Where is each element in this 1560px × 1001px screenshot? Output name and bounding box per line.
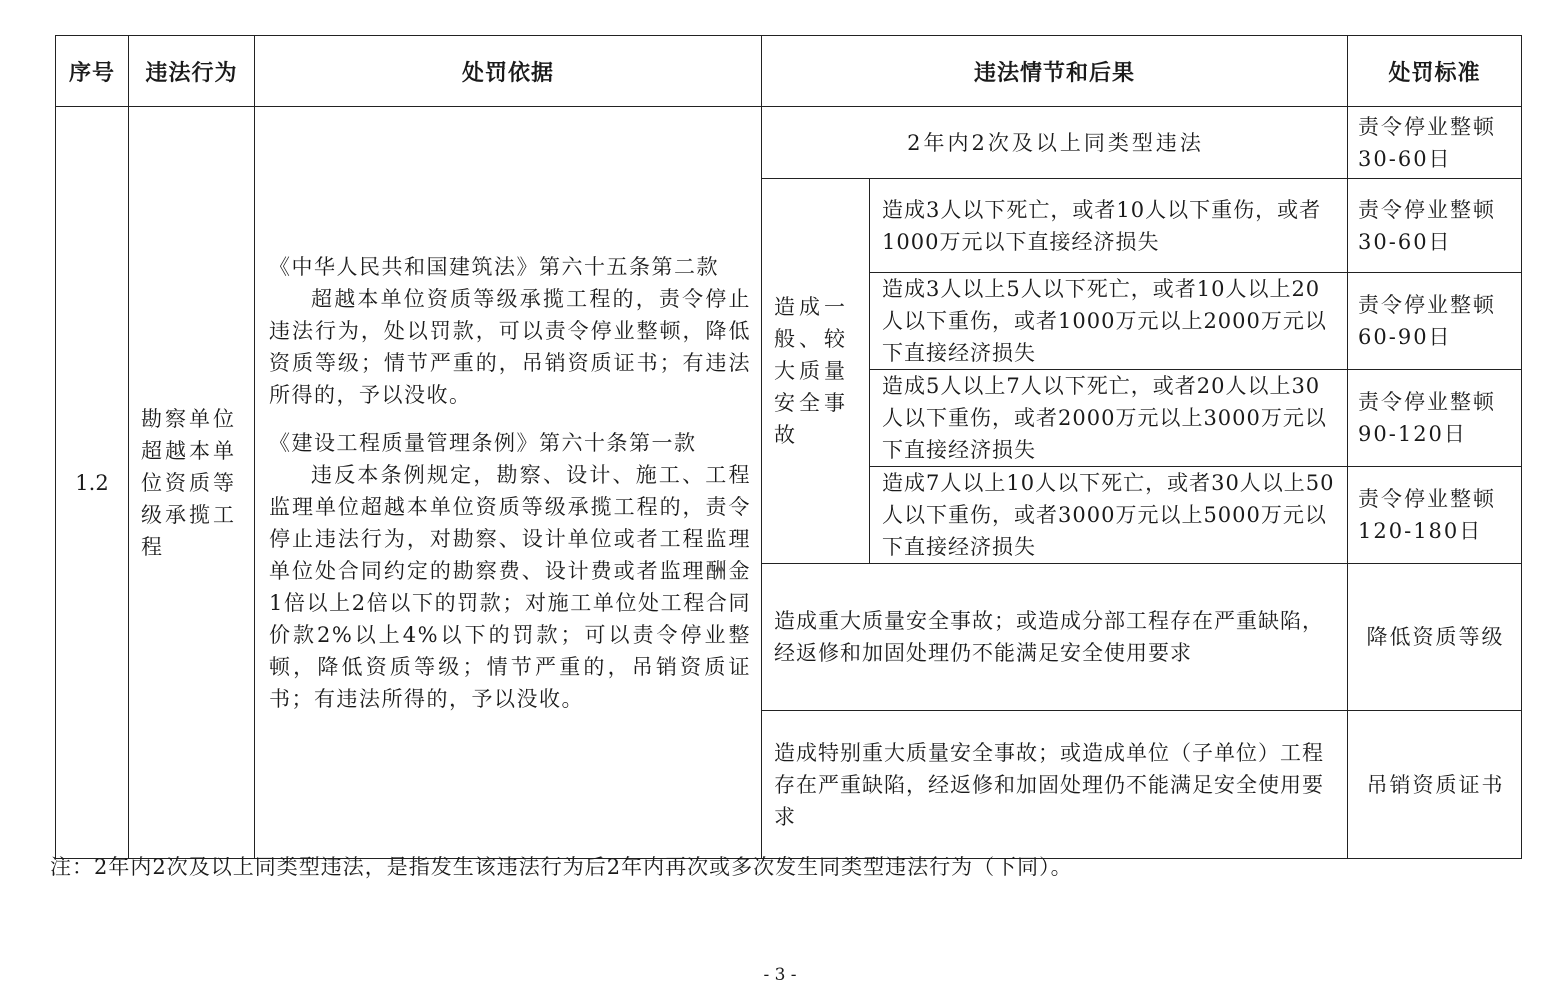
accident-level-4-condition: 造成7人以上10人以下死亡，或者30人以上50人以下重伤，或者3000万元以上5000万元以下直接经济损失	[870, 467, 1348, 564]
header-act: 违法行为	[129, 36, 255, 107]
law2-title: 《建设工程质量管理条例》第六十条第一款	[269, 430, 697, 455]
accident-group-label: 造成一般、较大质量安全事故	[762, 179, 870, 564]
violation-act: 勘察单位超越本单位资质等级承揽工程	[129, 107, 255, 859]
accident-level-2-condition: 造成3人以上5人以下死亡，或者10人以上20人以下重伤，或者1000万元以上2000万元以下直接经济损失	[870, 273, 1348, 370]
extreme-standard: 吊销资质证书	[1348, 711, 1522, 859]
law1-text: 超越本单位资质等级承揽工程的，责令停止违法行为，处以罚款，可以责令停业整顿，降低资质等级；情节严重的，吊销资质证书；有违法所得的，予以没收。	[269, 286, 751, 407]
accident-level-3-standard: 责令停业整顿90-120日	[1348, 370, 1522, 467]
penalty-table	[55, 35, 1522, 859]
table-row	[56, 107, 1522, 179]
accident-level-1-condition: 造成3人以下死亡，或者10人以下重伤，或者1000万元以下直接经济损失	[870, 179, 1348, 273]
header-seq: 序号	[56, 36, 129, 107]
row-seq: 1.2	[56, 107, 129, 859]
serious-standard: 降低资质等级	[1348, 564, 1522, 711]
header-basis: 处罚依据	[255, 36, 762, 107]
header-row	[56, 36, 1522, 107]
accident-level-1-standard: 责令停业整顿30-60日	[1348, 179, 1522, 273]
serious-condition: 造成重大质量安全事故；或造成分部工程存在严重缺陷，经返修和加固处理仍不能满足安全使用要求	[762, 564, 1348, 711]
repeat-standard: 责令停业整顿30-60日	[1348, 107, 1522, 179]
extreme-condition: 造成特别重大质量安全事故；或造成单位（子单位）工程存在严重缺陷，经返修和加固处理仍不能满足安全使用要求	[762, 711, 1348, 859]
accident-level-4-standard: 责令停业整顿120-180日	[1348, 467, 1522, 564]
footnote: 注：2年内2次及以上同类型违法，是指发生该违法行为后2年内再次或多次发生同类型违法行为（下同）。	[50, 855, 1073, 879]
law1-title: 《中华人民共和国建筑法》第六十五条第二款	[269, 254, 719, 279]
law2-text: 违反本条例规定，勘察、设计、施工、工程监理单位超越本单位资质等级承揽工程的，责令停止违法行为，对勘察、设计单位或者工程监理单位处合同约定的勘察费、设计费或者监理酬金1倍以上2倍以下的罚款；对施工单位处工程合同价款2%以上4%以下的罚款；可以责令停业整顿，降低资质等级；情节严重的，吊销资质证书；有违法所得的，予以没收。	[269, 462, 751, 711]
header-circumstances: 违法情节和后果	[762, 36, 1348, 107]
accident-level-2-standard: 责令停业整顿60-90日	[1348, 273, 1522, 370]
header-standard: 处罚标准	[1348, 36, 1522, 107]
repeat-condition: 2年内2次及以上同类型违法	[762, 107, 1348, 179]
penalty-basis	[255, 107, 762, 859]
accident-level-3-condition: 造成5人以上7人以下死亡，或者20人以上30人以下重伤，或者2000万元以上3000万元以下直接经济损失	[870, 370, 1348, 467]
page-number: - 3 -	[763, 965, 797, 985]
